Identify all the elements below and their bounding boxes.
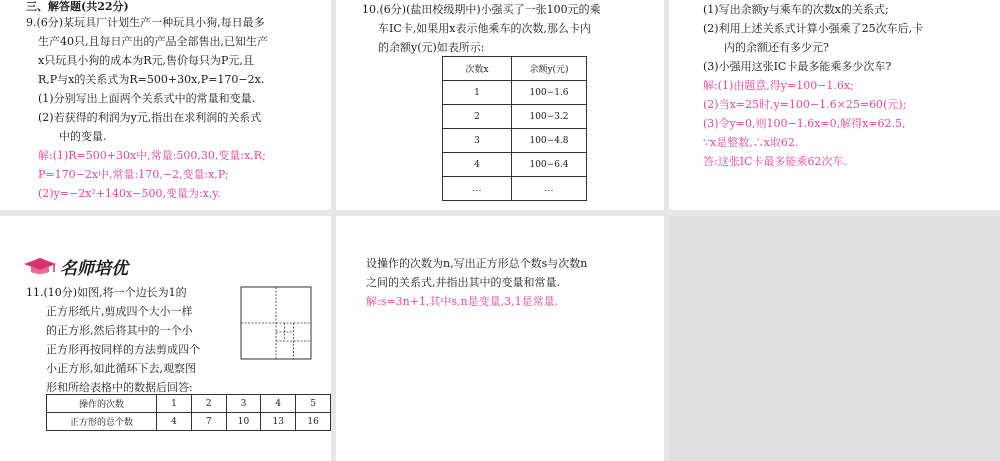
q10-answer-1: 解:(1)由题意,得y=100−1.6x; [703, 79, 854, 92]
q9-line-6: (2)若获得的利润为y元,指出在求利润的关系式 [38, 111, 262, 124]
question-10-panel [336, 0, 664, 210]
q9-line-2: 生产40只,且每日产出的产品全部售出,已知生产 [38, 35, 268, 48]
table-cell: 1 [443, 81, 512, 105]
table-cell: 4 [157, 413, 192, 431]
table-header: 余额y(元) [512, 57, 587, 81]
table-cell: 2 [443, 105, 512, 129]
table-row [443, 129, 587, 153]
table-cell: 100−6.4 [512, 153, 587, 177]
q9-line-1: 9.(6分)某玩具厂计划生产一种玩具小狗,每日最多 [26, 16, 265, 29]
q10-answer-4: ∵x是整数,∴x取62. [703, 136, 799, 149]
question-11-continued-panel [336, 216, 664, 461]
q9-line-5: (1)分别写出上面两个关系式中的常量和变量. [38, 92, 256, 105]
table-cell: 100−1.6 [512, 81, 587, 105]
nested-squares-figure [240, 286, 312, 360]
table-cell: 4 [261, 395, 296, 413]
q10-answer-2: (2)当x=25时,y=100−1.6×25=60(元); [703, 98, 907, 111]
blank-panel [669, 216, 1000, 461]
q10-part-2-cont: 内的余额还有多少元? [724, 41, 829, 54]
table-cell: … [512, 177, 587, 201]
q11-line-3: 的正方形,然后将其中的一个小 [46, 324, 193, 337]
q11-line-5: 小正方形,如此循环下去,观察图 [46, 362, 196, 375]
table-row-label: 操作的次数 [47, 395, 157, 413]
table-cell: 2 [191, 395, 226, 413]
table-row [443, 177, 587, 201]
q9-answer-3: (2)y=−2x²+140x−500,变量为:x,y. [38, 187, 221, 200]
table-cell: 5 [296, 395, 331, 413]
table-row-label: 正方形的总个数 [47, 413, 157, 431]
table-cell: 13 [261, 413, 296, 431]
table-cell: 10 [226, 413, 261, 431]
q10-part-2: (2)利用上述关系式计算小强乘了25次车后,卡 [703, 22, 924, 35]
q10-line-2: 车IC卡,如果用x表示他乘车的次数,那么卡内 [378, 22, 591, 35]
table-row [443, 105, 587, 129]
q9-line-4: R,P与x的关系式为R=500+30x,P=170−2x. [38, 73, 265, 86]
table-cell: 100−3.2 [512, 105, 587, 129]
table-cell: 3 [226, 395, 261, 413]
q11-line-4: 正方形再按同样的方法剪成四个 [46, 343, 200, 356]
section-title: 三、解答题(共22分) [26, 0, 129, 13]
q11-line-6: 形和所给表格中的数据后回答: [46, 381, 193, 394]
q9-answer-1: 解:(1)R=500+30x中,常量:500,30,变量:x,R; [38, 149, 266, 162]
table-row [443, 81, 587, 105]
section-header: 名师培优 [60, 259, 128, 279]
table-row [47, 413, 331, 431]
table-cell: 3 [443, 129, 512, 153]
q11-line-2: 正方形纸片,剪成四个大小一样 [46, 305, 193, 318]
question-9-panel [0, 0, 331, 210]
table-cell: 16 [296, 413, 331, 431]
table-row [443, 153, 587, 177]
table-header: 次数x [443, 57, 512, 81]
q10-line-1: 10.(6分)(盐田校级期中)小强买了一张100元的乘 [362, 3, 601, 16]
q9-line-3: x只玩具小狗的成本为R元,售价每只为P元,且 [38, 54, 254, 67]
table-cell: … [443, 177, 512, 201]
q10-answer-5: 答:这张IC卡最多能乘62次车. [703, 155, 847, 168]
operation-table [46, 394, 331, 431]
q11-line-1: 11.(10分)如图,将一个边长为1的 [26, 286, 187, 299]
table-cell: 7 [191, 413, 226, 431]
table-cell: 100−4.8 [512, 129, 587, 153]
question-11-panel [0, 216, 331, 461]
question-10-continued-panel [669, 0, 1000, 210]
q9-answer-2: P=170−2x中,常量:170,−2,变量:x,P; [38, 168, 229, 181]
q10-part-1: (1)写出余额y与乘车的次数x的关系式; [703, 3, 889, 16]
table-row [47, 395, 331, 413]
table-cell: 1 [157, 395, 192, 413]
table-cell: 4 [443, 153, 512, 177]
q10-line-3: 的余额y(元)如表所示: [378, 41, 485, 54]
q10-answer-3: (3)令y=0,则100−1.6x=0,解得x=62.5, [703, 117, 906, 130]
q9-line-7: 中的变量. [59, 130, 107, 143]
graduation-cap-icon [22, 256, 58, 276]
q11-part-2: 之间的关系式,并指出其中的变量和常量. [366, 276, 560, 289]
balance-table [442, 56, 587, 201]
q11-part-1: 设操作的次数为n,写出正方形总个数s与次数n [366, 257, 588, 270]
q10-part-3: (3)小强用这张IC卡最多能乘多少次车? [703, 60, 892, 73]
q11-answer: 解:s=3n+1,其中s,n是变量,3,1是常量. [366, 295, 559, 308]
